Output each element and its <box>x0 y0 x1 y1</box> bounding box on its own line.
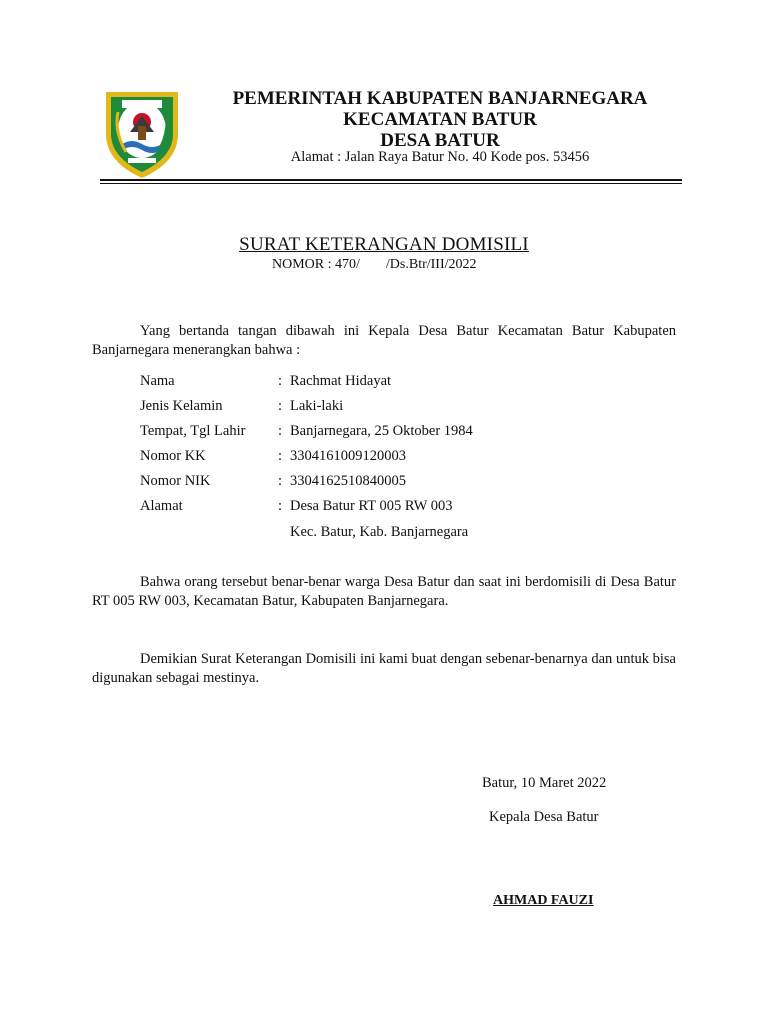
field-label: Tempat, Tgl Lahir <box>140 423 246 439</box>
letterhead-village: DESA BATUR <box>380 130 500 151</box>
letter-number <box>272 257 477 273</box>
letterhead-divider-thick <box>100 179 682 181</box>
letter-title: SURAT KETERANGAN DOMISILI <box>239 234 529 255</box>
field-value: Laki-laki <box>290 398 344 414</box>
signatory-name: AHMAD FAUZI <box>493 893 594 908</box>
letter-number-prefix: NOMOR : 470/ <box>272 257 360 272</box>
field-value: Kec. Batur, Kab. Banjarnegara <box>290 524 469 540</box>
field-label: Jenis Kelamin <box>140 398 223 414</box>
field-value: 3304161009120003 <box>290 448 406 464</box>
letter-number-suffix: /Ds.Btr/III/2022 <box>385 257 477 272</box>
field-row: Tempat, Tgl Lahir : Banjarnegara, 25 Oktober 1984 <box>140 423 473 439</box>
field-label: Nomor KK <box>140 448 206 464</box>
field-value: 3304162510840005 <box>290 473 406 489</box>
field-row: Nama : Rachmat Hidayat <box>140 373 392 389</box>
letterhead-government: PEMERINTAH KABUPATEN BANJARNEGARA <box>232 88 648 109</box>
field-label: Nama <box>140 373 175 389</box>
field-row: Alamat : Desa Batur RT 005 RW 003 <box>140 498 453 514</box>
field-value: Desa Batur RT 005 RW 003 <box>290 498 453 514</box>
signature-place-date: Batur, 10 Maret 2022 <box>482 775 607 791</box>
field-value: Rachmat Hidayat <box>290 373 392 389</box>
field-value: Banjarnegara, 25 Oktober 1984 <box>290 423 473 439</box>
field-row: Jenis Kelamin : Laki-laki <box>140 398 344 414</box>
field-row: Nomor KK : 3304161009120003 <box>140 448 406 464</box>
intro-paragraph: Yang bertanda tangan dibawah ini Kepala Desa Batur Kecamatan Batur Kabupaten Banjarnegara menerangkan bahwa : <box>92 323 676 358</box>
letterhead-district: KECAMATAN BATUR <box>343 109 537 130</box>
field-label: Alamat <box>140 498 183 514</box>
field-row <box>140 524 468 544</box>
field-label: Nomor NIK <box>140 473 211 489</box>
field-row: Nomor NIK : 3304162510840005 <box>140 473 406 489</box>
signature-position: Kepala Desa Batur <box>489 809 599 825</box>
statement-paragraph: Bahwa orang tersebut benar-benar warga Desa Batur dan saat ini berdomisili di Desa Batur RT 005 RW 003, Kecamatan Batur, Kabupaten Banjarnegara. <box>92 574 676 609</box>
closing-paragraph: Demikian Surat Keterangan Domisili ini kami buat dengan sebenar-benarnya dan untuk bisa digunakan sebagai mestinya. <box>92 651 676 686</box>
letterhead-divider-thin <box>100 183 682 184</box>
letterhead-address: Alamat : Jalan Raya Batur No. 40 Kode pos. 53456 <box>290 149 590 165</box>
regency-emblem-icon <box>100 82 184 182</box>
